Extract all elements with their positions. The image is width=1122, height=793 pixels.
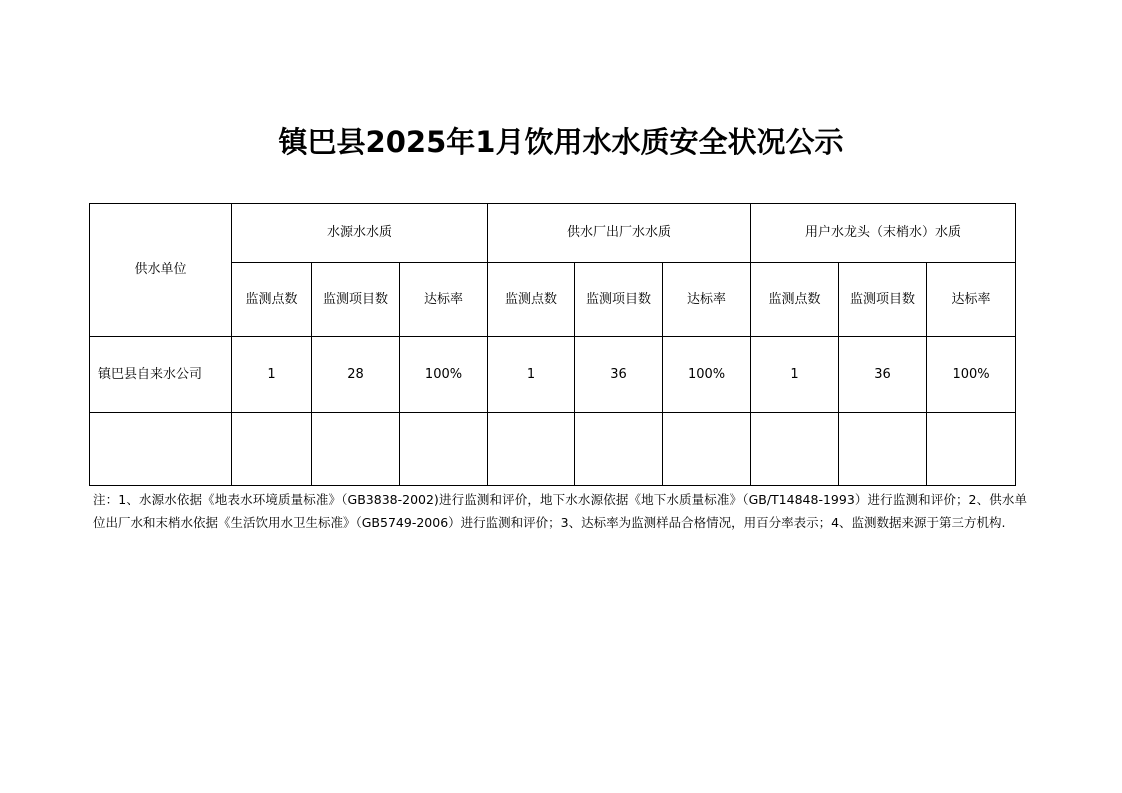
- table-cell: [232, 413, 312, 486]
- table-row: [90, 413, 1016, 486]
- page-title: 镇巴县2025年1月饮用水水质安全状况公示: [278, 125, 844, 159]
- table-row: [90, 337, 1016, 413]
- column-header: 监测点数: [232, 263, 312, 337]
- column-header: 监测项目数: [575, 263, 663, 337]
- column-header: 达标率: [663, 263, 751, 337]
- column-header: 达标率: [927, 263, 1016, 337]
- table-cell: [400, 413, 488, 486]
- table-cell: [839, 413, 927, 486]
- supply-unit-header: 供水单位: [90, 204, 232, 337]
- table-cell: 100%: [663, 337, 751, 413]
- column-header: 监测点数: [488, 263, 575, 337]
- table-cell: 1: [232, 337, 312, 413]
- table-header-row: [90, 204, 1016, 263]
- table-cell: [663, 413, 751, 486]
- footnote: 注：1、水源水依据《地表水环境质量标准》（GB3838-2002)进行监测和评价，地下水水源依据《地下水质量标准》（GB/T14848-1993）进行监测和评价；2、供水单位出厂水和末梢水依据《生活饮用水卫生标准》（GB5749-2006）进行监测和评价；3、达标率为监测样品合格情况，用百分率表示；4、监测数据来源于第三方机构.: [93, 492, 1027, 530]
- table-cell: [488, 413, 575, 486]
- table-cell: 100%: [927, 337, 1016, 413]
- column-header: 监测项目数: [312, 263, 400, 337]
- table-cell: 1: [488, 337, 575, 413]
- table-cell: 28: [312, 337, 400, 413]
- table-cell: [927, 413, 1016, 486]
- supply-unit-cell: 镇巴县自来水公司: [90, 337, 232, 413]
- table-cell: 36: [839, 337, 927, 413]
- water-quality-table: [89, 203, 1016, 486]
- table-cell: [751, 413, 839, 486]
- table-cell: [312, 413, 400, 486]
- table-cell: 36: [575, 337, 663, 413]
- column-header: 达标率: [400, 263, 488, 337]
- column-header: 监测项目数: [839, 263, 927, 337]
- group-header-source-water: 水源水水质: [232, 204, 488, 263]
- supply-unit-cell: [90, 413, 232, 486]
- group-header-plant-water: 供水厂出厂水水质: [488, 204, 751, 263]
- column-header: 监测点数: [751, 263, 839, 337]
- table-cell: 100%: [400, 337, 488, 413]
- table-cell: 1: [751, 337, 839, 413]
- group-header-tap-water: 用户水龙头（末梢水）水质: [751, 204, 1016, 263]
- table-cell: [575, 413, 663, 486]
